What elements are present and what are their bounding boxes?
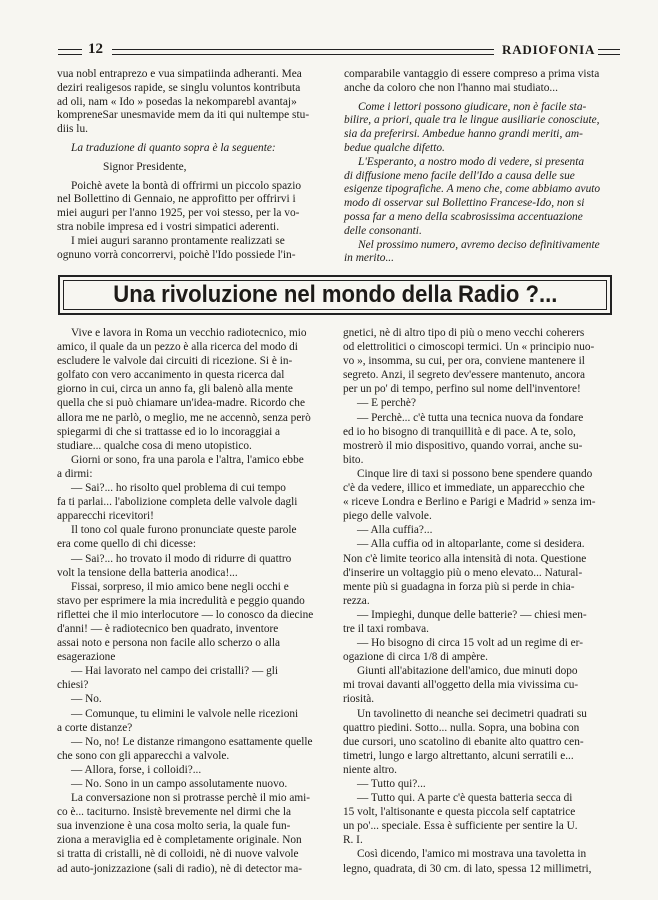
text-line: — No, no! Le distanze rimangono esattamente quelle	[71, 735, 313, 748]
text-line: « riceve Londra e Berlino e Parigi e Madrid » senza im-	[343, 496, 596, 509]
text-line: ziona a meraviglia ed è completamente originale. Non	[57, 834, 302, 847]
text-line: co è... taciturno. Insistè brevemente nel dirmi che la	[57, 806, 292, 819]
text-line: La conversazione non si protrasse perchè il mio ami-	[71, 792, 311, 805]
text-line: — Tutto qui. A parte c'è questa batteria secca di	[357, 792, 573, 805]
text-line: Così dicendo, l'amico mi mostrava una tavoletta in	[357, 848, 587, 861]
text-line: deziri realigesos rapide, se singlu voluntos kontributa	[57, 81, 301, 94]
column-top-right	[344, 68, 612, 266]
text-line: ad auto-jonizzazione (sali di radio), nè di detector ma-	[57, 862, 302, 875]
text-line: allora me ne parlò, o meglio, me ne accennò, senza però	[57, 411, 311, 424]
text-line: d'inserire un voltaggio più o meno elevato... Natural-	[343, 566, 583, 579]
text-line: — Ho bisogno di circa 15 volt ad un regime di er-	[357, 637, 583, 650]
column-top-left	[57, 68, 329, 262]
text-line: delle consonanti.	[344, 224, 422, 237]
text-line: in merito...	[344, 252, 394, 265]
text-line: modo di osservar sul Bollettino Francese-Ido, non si	[344, 197, 585, 210]
translation-intro: La traduzione di quanto sopra è la seguente:	[71, 141, 276, 154]
text-line: un po'... speciale. Essa è sufficiente per sentire la U.	[343, 820, 578, 833]
text-line: mi trovai davanti all'oggetto della mia vivissima cu-	[343, 679, 579, 692]
text-line: d'anni! — è radiotecnico ben quadrato, inventore	[57, 622, 279, 635]
text-line: Nel prossimo numero, avremo deciso definitivamente	[358, 238, 600, 251]
text-line: mente più si guadagna in forza più si perde in chia-	[343, 580, 575, 593]
text-line: — Sai?... ho trovato il modo di ridurre di quattro	[71, 552, 292, 565]
text-line: esagerazione	[57, 651, 116, 664]
text-line: apparecchi ricevitori!	[57, 510, 154, 523]
text-line: miei auguri per l'anno 1925, per voi stesso, per la vo-	[57, 207, 300, 220]
text-line: stra nobile impresa ed i vostri simpatici aderenti.	[57, 220, 280, 233]
header-rule-right	[598, 49, 620, 55]
text-line: di diffusione meno facile dell'Ido a causa delle sue	[344, 169, 575, 182]
text-line: assai noto e persona non facile allo scherzo o alla	[57, 637, 281, 650]
text-line: I miei auguri saranno prontamente realizzati se	[71, 234, 285, 247]
text-line: — No.	[71, 693, 102, 706]
text-line: comparabile vantaggio di essere compreso a prima vista	[344, 68, 600, 80]
text-line: — Impieghi, dunque delle batterie? — chiesi men-	[357, 608, 587, 621]
text-line: — Alla cuffia od in altoparlante, come si desidera.	[357, 538, 585, 551]
text-line: Non c'è limite teorico alla intensità di nota. Questione	[343, 552, 587, 565]
text-line: bito.	[343, 453, 364, 466]
text-line: riosità.	[343, 693, 375, 706]
text-line: riflettei che il mio interlocutore — lo conosco da diecine	[57, 608, 314, 621]
text-line: ed io ho bisogno di tranquillità e di pace. A te, solo,	[343, 425, 576, 438]
text-line: od elettrolitici o cimoscopi termici. Un « principio nuo-	[343, 341, 595, 354]
text-line: chiesi?	[57, 679, 89, 692]
article-title-box	[58, 275, 612, 315]
article-title: Una rivoluzione nel mondo della Radio ?...	[112, 281, 558, 308]
text-line: bilire, a priori, quale tra le lingue ausiliarie conosciute,	[344, 114, 600, 127]
text-line: volt la tensione della batteria anodica!...	[57, 566, 238, 579]
text-line: mostrerò il mio dispositivo, quando vorrai, anche su-	[343, 439, 583, 452]
text-line: — E perchè?	[357, 397, 416, 410]
text-line: a dirmi:	[57, 467, 93, 480]
text-line: ognuno vorrà concorrervi, poichè l'Ido possiede l'in-	[57, 248, 296, 261]
text-line: Fissai, sorpreso, il mio amico bene negli occhi e	[71, 580, 289, 593]
text-line: piego delle valvole.	[343, 510, 432, 523]
text-line: R. I.	[343, 834, 363, 847]
text-line: — Tutto qui?...	[357, 778, 426, 790]
text-line: quattro piedini. Sotto... nulla. Sopra, una bobina con	[343, 721, 580, 734]
text-line: studiare... qualche cosa di meno utopistico.	[57, 439, 252, 452]
header-rule-middle	[112, 49, 494, 55]
text-line: che sono con gli apparecchi a valvole.	[57, 749, 230, 762]
running-title: RADIOFONIA	[502, 42, 596, 57]
text-line: diis lu.	[57, 123, 89, 136]
text-line: Poichè avete la bontà di offrirmi un piccolo spazio	[71, 179, 302, 192]
text-line: — Hai lavorato nel campo dei cristalli? — gli	[71, 665, 279, 678]
text-line: sia da preferirsi. Ambedue hanno grandi meriti, am-	[344, 128, 583, 141]
text-line: sua invenzione è una cosa molto seria, la quale fun-	[57, 820, 291, 833]
text-line: — Allora, forse, i colloidi?...	[71, 763, 202, 776]
text-line: c'è da vedere, illico et immediate, un apparecchio che	[343, 482, 585, 495]
text-line: giorno in cui, circa un anno fa, gli balenò alla mente	[57, 383, 293, 396]
text-line: 15 volt, l'altisonante e questa piccola self captatrice	[343, 806, 576, 819]
text-line: — No. Sono in un campo assolutamente nuovo.	[71, 778, 288, 790]
text-line: legno, quadrata, di 30 cm. di lato, spessa 12 millimetri,	[343, 862, 592, 875]
text-line: spiegarmi di che si trattasse ed io lo incoraggiai a	[57, 425, 281, 438]
text-line: a corte distanze?	[57, 721, 133, 734]
text-line: si tratta di cristalli, nè di colloidi, nè di nuove valvole	[57, 848, 299, 861]
text-line: nel Bollettino di Gennaio, ne approfitto per offrirvi i	[57, 193, 296, 206]
text-line: esigenze tipografiche. A meno che, come abbiamo avuto	[344, 183, 601, 196]
column-bottom-left	[57, 326, 329, 876]
text-line: quella che si può chiamare un'idea-madre. Ricordo che	[57, 397, 305, 410]
text-line: Giorni or sono, fra una parola e l'altra, l'amico ebbe	[71, 453, 304, 466]
page-number: 12	[88, 41, 103, 57]
text-line: timetri, lungo e largo altrettanto, alcuni serratili e...	[343, 749, 574, 762]
text-line: gnetici, nè di altro tipo di più o meno vecchi coherers	[343, 327, 585, 339]
text-line: Giunti all'abitazione dell'amico, due minuti dopo	[357, 665, 578, 678]
text-line: fa ti parlai... l'abolizione completa delle valvole dagli	[57, 496, 298, 509]
header-rule-left	[58, 49, 82, 55]
text-line: due cursori, uno scatolino di ebanite alto quattro cen-	[343, 735, 584, 748]
text-line: — Sai?... ho risolto quel problema di cui tempo	[71, 482, 286, 495]
text-line: — Comunque, tu elimini le valvole nelle ricezioni	[71, 707, 299, 720]
text-line: segreto. Anzi, il segreto dev'essere mantenuto, ancora	[343, 369, 586, 382]
text-line: — Perchè... c'è tutta una tecnica nuova da fondare	[357, 411, 584, 424]
text-line: per un po' di tempo, perfino sul nome dell'inventore!	[343, 383, 581, 396]
text-line: vo », insomma, su cui, per ora, conviene mantenere il	[343, 355, 585, 368]
text-line: Il tono col quale furono pronunciate queste parole	[71, 524, 297, 537]
text-line: anche da coloro che non l'hanno mai studiato...	[344, 81, 558, 94]
text-line: vua nobl entraprezo e vua simpatiinda adheranti. Mea	[57, 68, 302, 80]
text-line: Vive e lavora in Roma un vecchio radiotecnico, mio	[71, 327, 307, 339]
column-bottom-right	[343, 326, 613, 876]
text-line: amico, il quale da un pezzo è alla ricerca del modo di	[57, 341, 298, 354]
text-line: Come i lettori possono giudicare, non è facile sta-	[358, 100, 587, 113]
text-line: kompreneSar unesmavide mem da iti qui nultempe stu-	[57, 109, 310, 122]
text-line: ad oli, nam « Ido » posedas la nekomparebl avantaj»	[57, 95, 297, 108]
text-line: rezza.	[343, 594, 370, 607]
page-header	[58, 41, 618, 61]
salutation: Signor Presidente,	[103, 160, 187, 173]
text-line: L'Esperanto, a nostro modo di vedere, si presenta	[358, 155, 585, 168]
text-line: tre il taxi rombava.	[343, 622, 429, 635]
text-line: golfato con vero accanimento in questa ricerca dal	[57, 369, 285, 382]
text-line: ogazione di circa 1/8 di ampère.	[343, 651, 488, 664]
text-line: Un tavolinetto di neanche sei decimetri quadrati su	[357, 707, 587, 720]
text-line: possa far a meno della scabrosissima accentuazione	[344, 210, 583, 223]
text-line: escludere le valvole dai circuiti di ricezione. Si è in-	[57, 355, 293, 368]
text-line: bedue qualche difetto.	[344, 141, 445, 154]
text-line: Cinque lire di taxi si possono bene spendere quando	[357, 467, 593, 480]
text-line: — Alla cuffia?...	[357, 524, 433, 537]
text-line: stavo per esprimere la mia incredulità e peggio quando	[57, 594, 305, 607]
text-line: era come quello di chi dicesse:	[57, 538, 196, 551]
text-line: niente altro.	[343, 763, 397, 776]
